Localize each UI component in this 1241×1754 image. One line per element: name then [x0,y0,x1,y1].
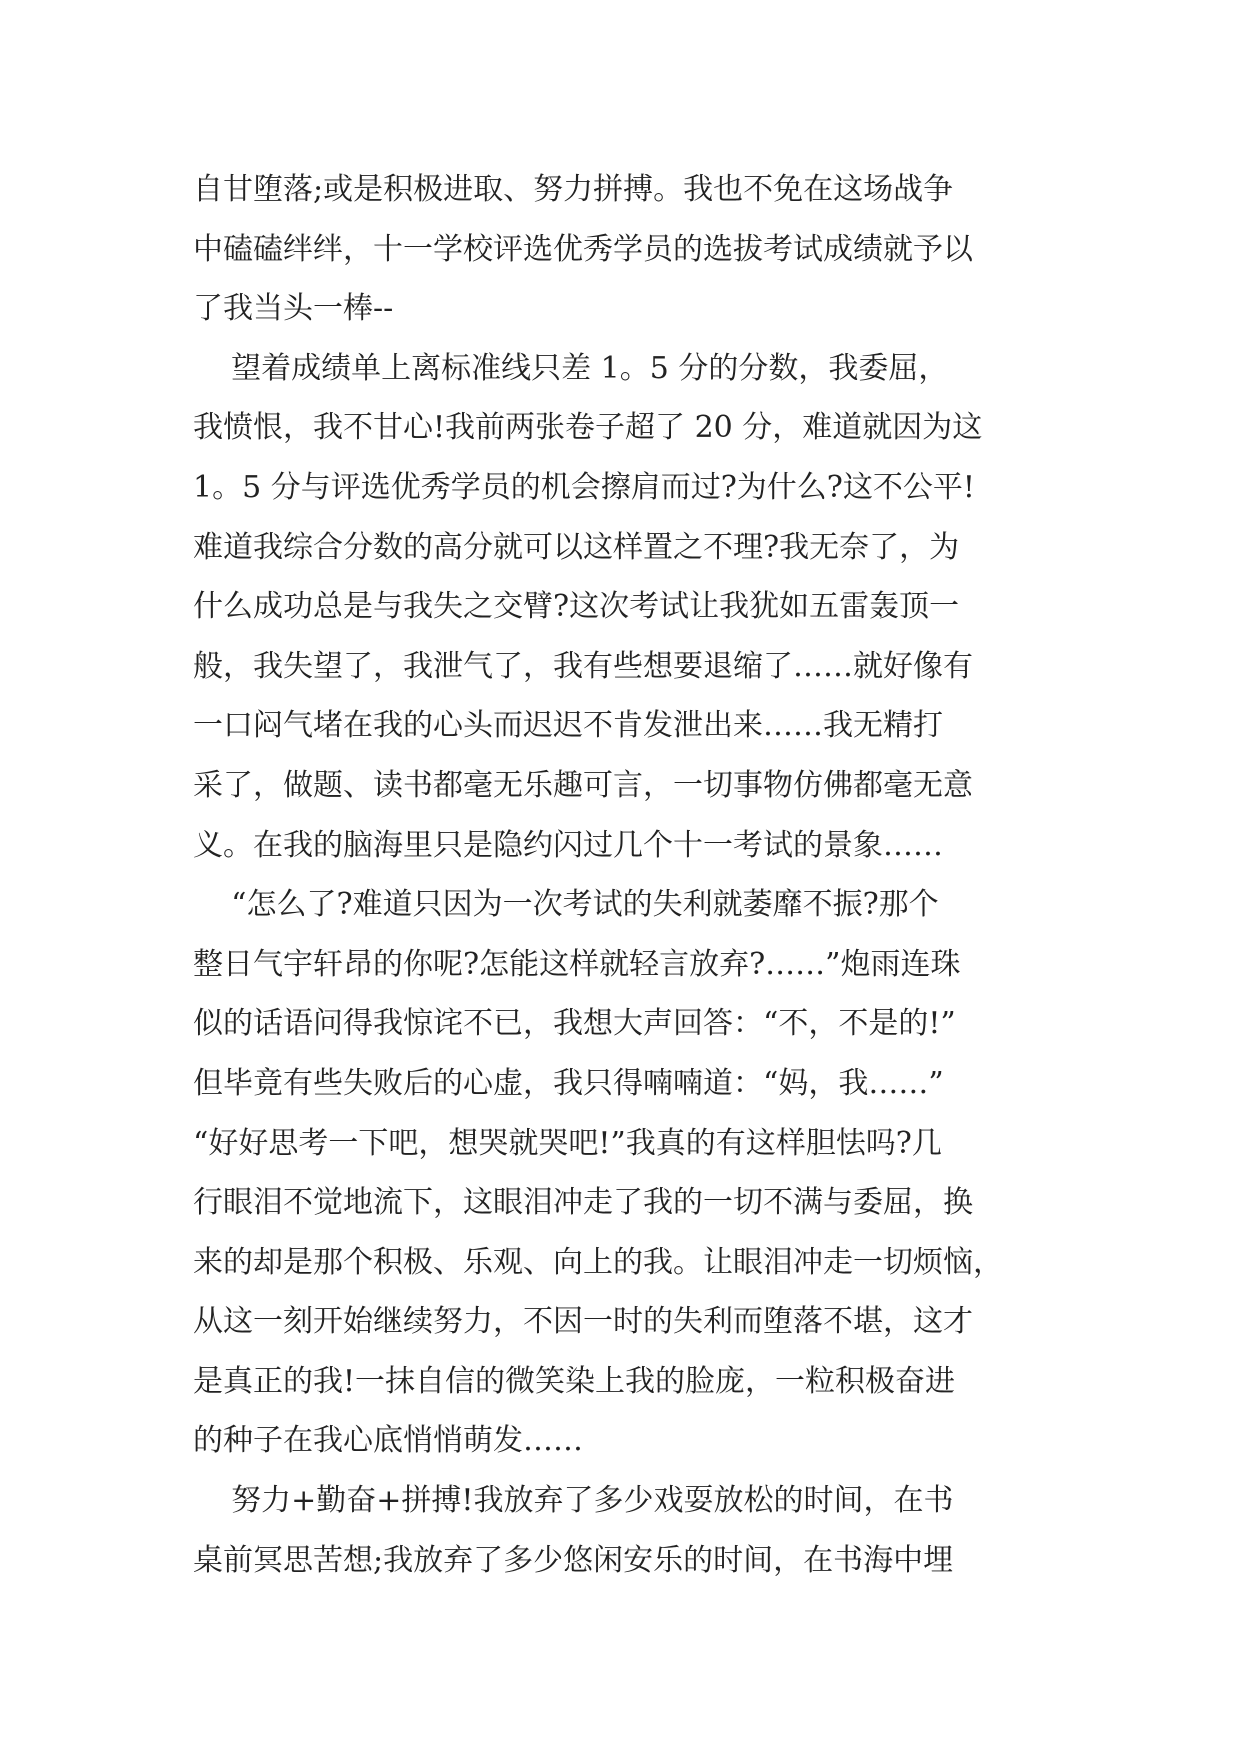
text-line: 我愤恨，我不甘心!我前两张卷子超了 20 分，难道就因为这 [193,410,983,446]
text-line: 什么成功总是与我失之交臂?这次考试让我犹如五雷轰顶一 [193,589,960,625]
text-line: 整日气宇轩昂的你呢?怎能这样就轻言放弃?……”炮雨连珠 [193,946,961,982]
text-line: 望着成绩单上离标准线只差 1。5 分的分数，我委屈， [193,350,949,386]
body-text [193,160,1053,1590]
text-line: 采了，做题、读书都毫无乐趣可言，一切事物仿佛都毫无意 [193,767,973,803]
text-line: 似的话语问得我惊诧不已，我想大声回答：“不，不是的!” [193,1006,956,1042]
text-line: 努力+勤奋+拼搏!我放弃了多少戏耍放松的时间，在书 [193,1483,954,1519]
text-line: 是真正的我!一抹自信的微笑染上我的脸庞，一粒积极奋进 [193,1363,956,1399]
text-line: “好好思考一下吧，想哭就哭吧!”我真的有这样胆怯吗?几 [193,1125,942,1161]
text-line: “怎么了?难道只因为一次考试的失利就萎靡不振?那个 [193,887,939,923]
text-line: 桌前冥思苦想;我放弃了多少悠闲安乐的时间，在书海中埋 [193,1542,954,1578]
text-line: 一口闷气堵在我的心头而迟迟不肯发泄出来……我无精打 [193,708,943,744]
text-line: 行眼泪不觉地流下，这眼泪冲走了我的一切不满与委屈，换 [193,1185,973,1221]
text-line: 来的却是那个积极、乐观、向上的我。让眼泪冲走一切烦恼， [193,1244,1003,1280]
text-line: 了我当头一棒-- [193,291,394,327]
text-line: 中磕磕绊绊，十一学校评选优秀学员的选拔考试成绩就予以 [193,231,973,267]
text-line: 从这一刻开始继续努力，不因一时的失利而堕落不堪，这才 [193,1304,973,1340]
text-line: 1。5 分与评选优秀学员的机会擦肩而过?为什么?这不公平! [193,469,975,505]
text-line: 难道我综合分数的高分就可以这样置之不理?我无奈了，为 [193,529,960,565]
text-line: 自甘堕落;或是积极进取、努力拼搏。我也不免在这场战争 [193,172,954,207]
text-line: 但毕竟有些失败后的心虚，我只得喃喃道：“妈，我……” [193,1065,944,1101]
text-line: 的种子在我心底悄悄萌发…… [193,1423,583,1459]
text-line: 般，我失望了，我泄气了，我有些想要退缩了……就好像有 [193,648,973,684]
text-line: 义。在我的脑海里只是隐约闪过几个十一考试的景象…… [193,827,943,863]
